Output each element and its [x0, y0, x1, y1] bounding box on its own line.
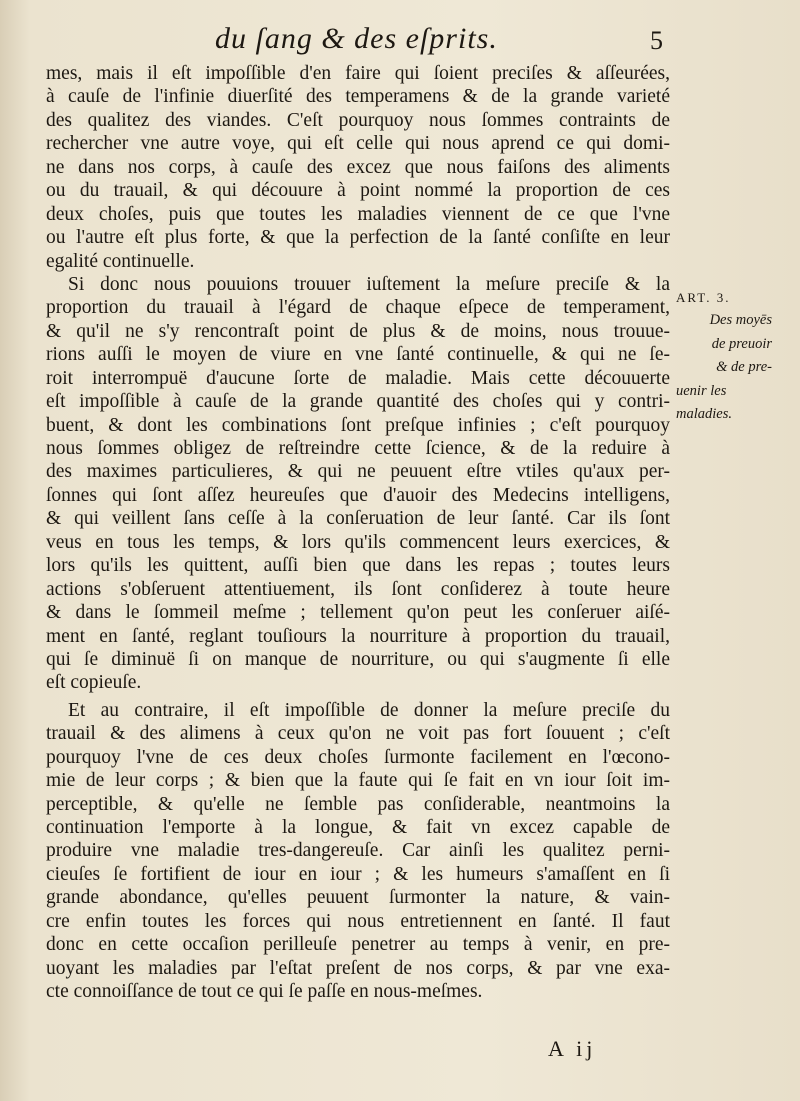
running-head: du ſang & des eſprits. [215, 22, 498, 55]
text-line: à cauſe de l'infinie diuerſité des temperamens & de la grande varieté [46, 86, 670, 108]
page-number: 5 [650, 26, 663, 55]
text-line: continuation l'emporte à la longue, & fait vn excez capable de [46, 817, 670, 838]
text-line: & dans le ſommeil meſme ; tellement qu'on peut les conſeruer aiſé- [46, 602, 670, 624]
text-line: nous ſommes obligez de reſtreindre cette ſcience, & de la reduire à [46, 438, 670, 459]
body-text [46, 62, 670, 1004]
text-line: Et au contraire, il eſt impoſſible de donner la meſure preciſe du [68, 699, 670, 721]
margin-note-line: Des moyēs [709, 312, 772, 329]
text-line: proportion du trauail à l'égard de chaque eſpece de temperament, [46, 297, 670, 319]
text-line: ne dans nos corps, à cauſe des excez que nous faiſons des aliments [46, 156, 670, 178]
text-line: mie de leur corps ; & bien que la faute qui ſe fait en vn iour ſoit im- [46, 770, 670, 792]
paragraph-3 [46, 699, 670, 1004]
text-line: donc en cette occaſion perilleuſe penetrer au temps à venir, en pre- [46, 934, 670, 956]
text-line: lors qu'ils les quittent, auſſi bien que dans les repas ; toutes leurs [46, 555, 670, 577]
text-line: cieuſes ſe fortifient de iour en iour ; & les humeurs s'amaſſent en ſi [46, 863, 670, 885]
margin-note-line: maladies. [676, 406, 732, 423]
text-line: cre enfin toutes les forces qui nous entretiennent en ſanté. Il faut [46, 910, 670, 932]
text-line: eſt impoſſible à cauſe de la grande quantité des choſes qui y contri- [46, 391, 670, 413]
text-line: buent, & dont les combinations ſont preſque infinies ; c'eſt pourquoy [46, 414, 670, 436]
article-label: ART. 3. [676, 290, 731, 305]
text-line: egalité continuelle. [46, 250, 195, 272]
margin-note-line: & de pre- [716, 359, 772, 376]
signature-mark: A ij [548, 1036, 597, 1061]
text-line: mes, mais il eſt impoſſible d'en faire qui ſoient preciſes & aſſeurées, [46, 63, 670, 84]
text-line: actions s'obſeruent attentiuement, ils ſont conſiderez à toute heure [46, 578, 670, 600]
text-line: ou l'autre eſt plus forte, & que la perfection de la ſanté conſiſte en leur [46, 227, 670, 249]
text-line: rechercher vne autre voye, qui eſt celle qui nous aprend ce qui domi- [46, 133, 670, 155]
text-line: uoyant les maladies par l'eſtat preſent de nos corps, & par vne exa- [46, 957, 670, 979]
text-line: cte connoiſſance de tout ce qui ſe paſſe en nous-meſmes. [46, 981, 483, 1003]
text-line: deux choſes, puis que toutes les maladies viennent de ce que l'vne [46, 203, 670, 225]
text-line: ment en ſanté, reglant touſiours la nourriture à proportion du trauail, [46, 625, 670, 647]
text-line: Si donc nous pouuions trouuer iuſtement la meſure preciſe & la [68, 273, 670, 295]
text-line: ou du trauail, & qui découure à point nommé la proportion de ces [46, 180, 670, 202]
text-line: & qu'il ne s'y rencontraſt point de plus & de moins, nous trouue- [46, 320, 670, 342]
text-line: perceptible, & qu'elle ne ſemble pas conſiderable, neantmoins la [46, 793, 670, 815]
text-line: veus en tous les temps, & lors qu'ils commencent leurs exercices, & [46, 531, 670, 553]
text-line: des qualitez des viandes. C'eſt pourquoy nous ſommes contraints de [46, 109, 670, 131]
text-line: roit interrompuë d'aucune ſorte de maladie. Mais cette découuerte [46, 367, 670, 389]
text-line: trauail & des alimens à ceux qu'on ne voit pas fort ſouuent ; c'eſt [46, 723, 670, 745]
text-line: eſt copieuſe. [46, 672, 142, 694]
paragraph-1 [46, 62, 670, 273]
text-line: qui ſe diminuë ſi on manque de nourriture, ou qui s'augmente ſi elle [46, 648, 670, 670]
text-line: ſonnes qui ſont aſſez heureuſes que d'auoir des Medecins intelligens, [46, 484, 670, 506]
margin-note-line: de preuoir [711, 335, 772, 352]
text-line: rions auſſi le moyen de viure en vne ſanté continuelle, & qui ne ſe- [46, 344, 670, 366]
text-line: des maximes particulieres, & qui ne peuuent eſtre vtiles qu'aux per- [46, 461, 670, 483]
margin-note-line: uenir les [676, 382, 727, 399]
text-line: & qui veillent ſans ceſſe à la conſeruation de leur ſanté. Car ils ſont [46, 508, 670, 530]
text-line: pourquoy l'vne de ces deux choſes ſurmonte facilement en l'œcono- [46, 746, 670, 768]
text-line: produire vne maladie tres-dangereuſe. Car ainſi les qualitez perni- [46, 840, 670, 862]
margin-note [676, 286, 772, 427]
text-line: grande abondance, qu'elles peuuent ſurmonter la nature, & vain- [46, 887, 670, 909]
paragraph-2 [46, 273, 670, 695]
